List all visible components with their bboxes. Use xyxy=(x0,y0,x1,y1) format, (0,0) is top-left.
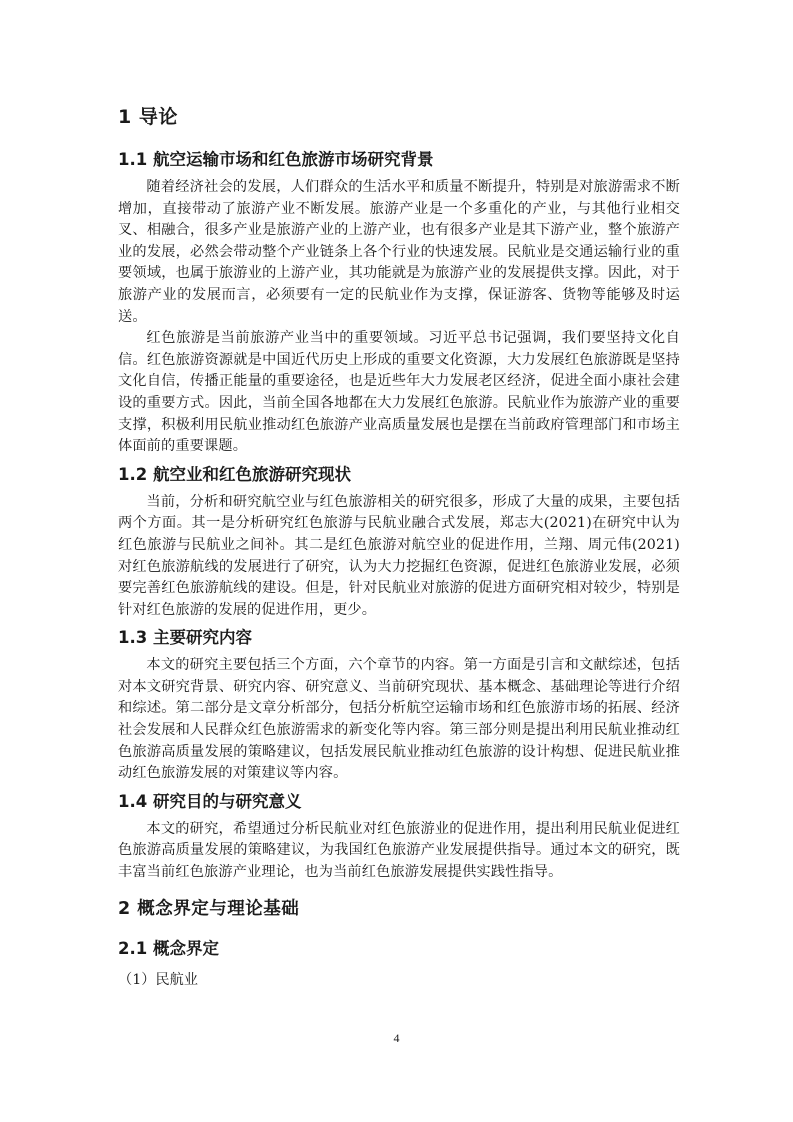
chapter-2-heading: 2 概念界定与理论基础 xyxy=(118,898,300,919)
section-1-1-paragraph-1: 随着经济社会的发展，人们群众的生活水平和质量不断提升，特别是对旅游需求不断增加，直接带动了旅游产业不断发展。旅游产业是一个多重化的产业，与其他行业相交叉、相融合，很多产业是旅游产业的上游产业，也有很多产业是其下游产业，整个旅游产业的发展，必然会带动整个产业链条上各个行业的快速发展。民航业是交通运输行业的重要领域，也属于旅游业的上游产业，其功能就是为旅游产业的发展提供支撑。因此，对于旅游产业的发展而言，必须要有一定的民航业作为支撑，保证游客、货物等能够及时运送。 xyxy=(118,179,680,325)
section-1-1-heading: 1.1 航空运输市场和红色旅游市场研究背景 xyxy=(118,150,434,169)
section-1-3-heading: 1.3 主要研究内容 xyxy=(118,628,252,648)
section-1-3-paragraph-1: 本文的研究主要包括三个方面，六个章节的内容。第一方面是引言和文献综述，包括对本文研究背景、研究内容、研究意义、当前研究现状、基本概念、基础理论等进行介绍和综述。第二部分是文章分析部分，包括分析航空运输市场和红色旅游市场的拓展、经济社会发展和人民群众红色旅游需求的新变化等内容。第三部分则是提出利用民航业推动红色旅游高质量发展的策略建议，包括发展民航业推动红色旅游的设计构想、促进民航业推动红色旅游发展的对策建议等内容。 xyxy=(118,657,680,782)
section-2-1-heading: 2.1 概念界定 xyxy=(118,938,219,958)
section-1-4-paragraph-1: 本文的研究，希望通过分析民航业对红色旅游业的促进作用，提出利用民航业促进红色旅游高质量发展的策略建议，为我国红色旅游产业发展提供指导。通过本文的研究，既丰富当前红色旅游产业理论，也为当前红色旅游发展提供实践性指导。 xyxy=(118,820,680,881)
list-item-civil-aviation: （1）民航业 xyxy=(118,971,198,988)
section-1-2-heading: 1.2 航空业和红色旅游研究现状 xyxy=(118,464,351,484)
page-number: 4 xyxy=(393,1031,400,1045)
section-1-1-paragraph-2: 红色旅游是当前旅游产业当中的重要领域。习近平总书记强调，我们要坚持文化自信。红色旅游资源就是中国近代历史上形成的重要文化资源，大力发展红色旅游既是坚持文化自信，传播正能量的重要途径，也是近些年大力发展老区经济，促进全面小康社会建设的重要方式。因此，当前全国各地都在大力发展红色旅游。民航业作为旅游产业的重要支撑，积极利用民航业推动红色旅游产业高质量发展也是摆在当前政府管理部门和市场主体面前的重要课题。 xyxy=(118,330,680,455)
page-body xyxy=(118,104,680,991)
section-1-2-paragraph-1: 当前，分析和研究航空业与红色旅游相关的研究很多，形成了大量的成果，主要包括两个方面。其一是分析研究红色旅游与民航业融合式发展，郑志大(2021)在研究中认为红色旅游与民航业之间补。其二是红色旅游对航空业的促进作用，兰翔、周元伟(2021)对红色旅游航线的发展进行了研究，认为大力挖掘红色资源，促进红色旅游业发展，必须要完善红色旅游航线的建设。但是，针对民航业对旅游的促进方面研究相对较少，特别是针对红色旅游的发展的促进作用，更少。 xyxy=(118,493,680,618)
chapter-1-heading: 1 导论 xyxy=(118,106,178,128)
section-1-4-heading: 1.4 研究目的与研究意义 xyxy=(118,791,302,811)
